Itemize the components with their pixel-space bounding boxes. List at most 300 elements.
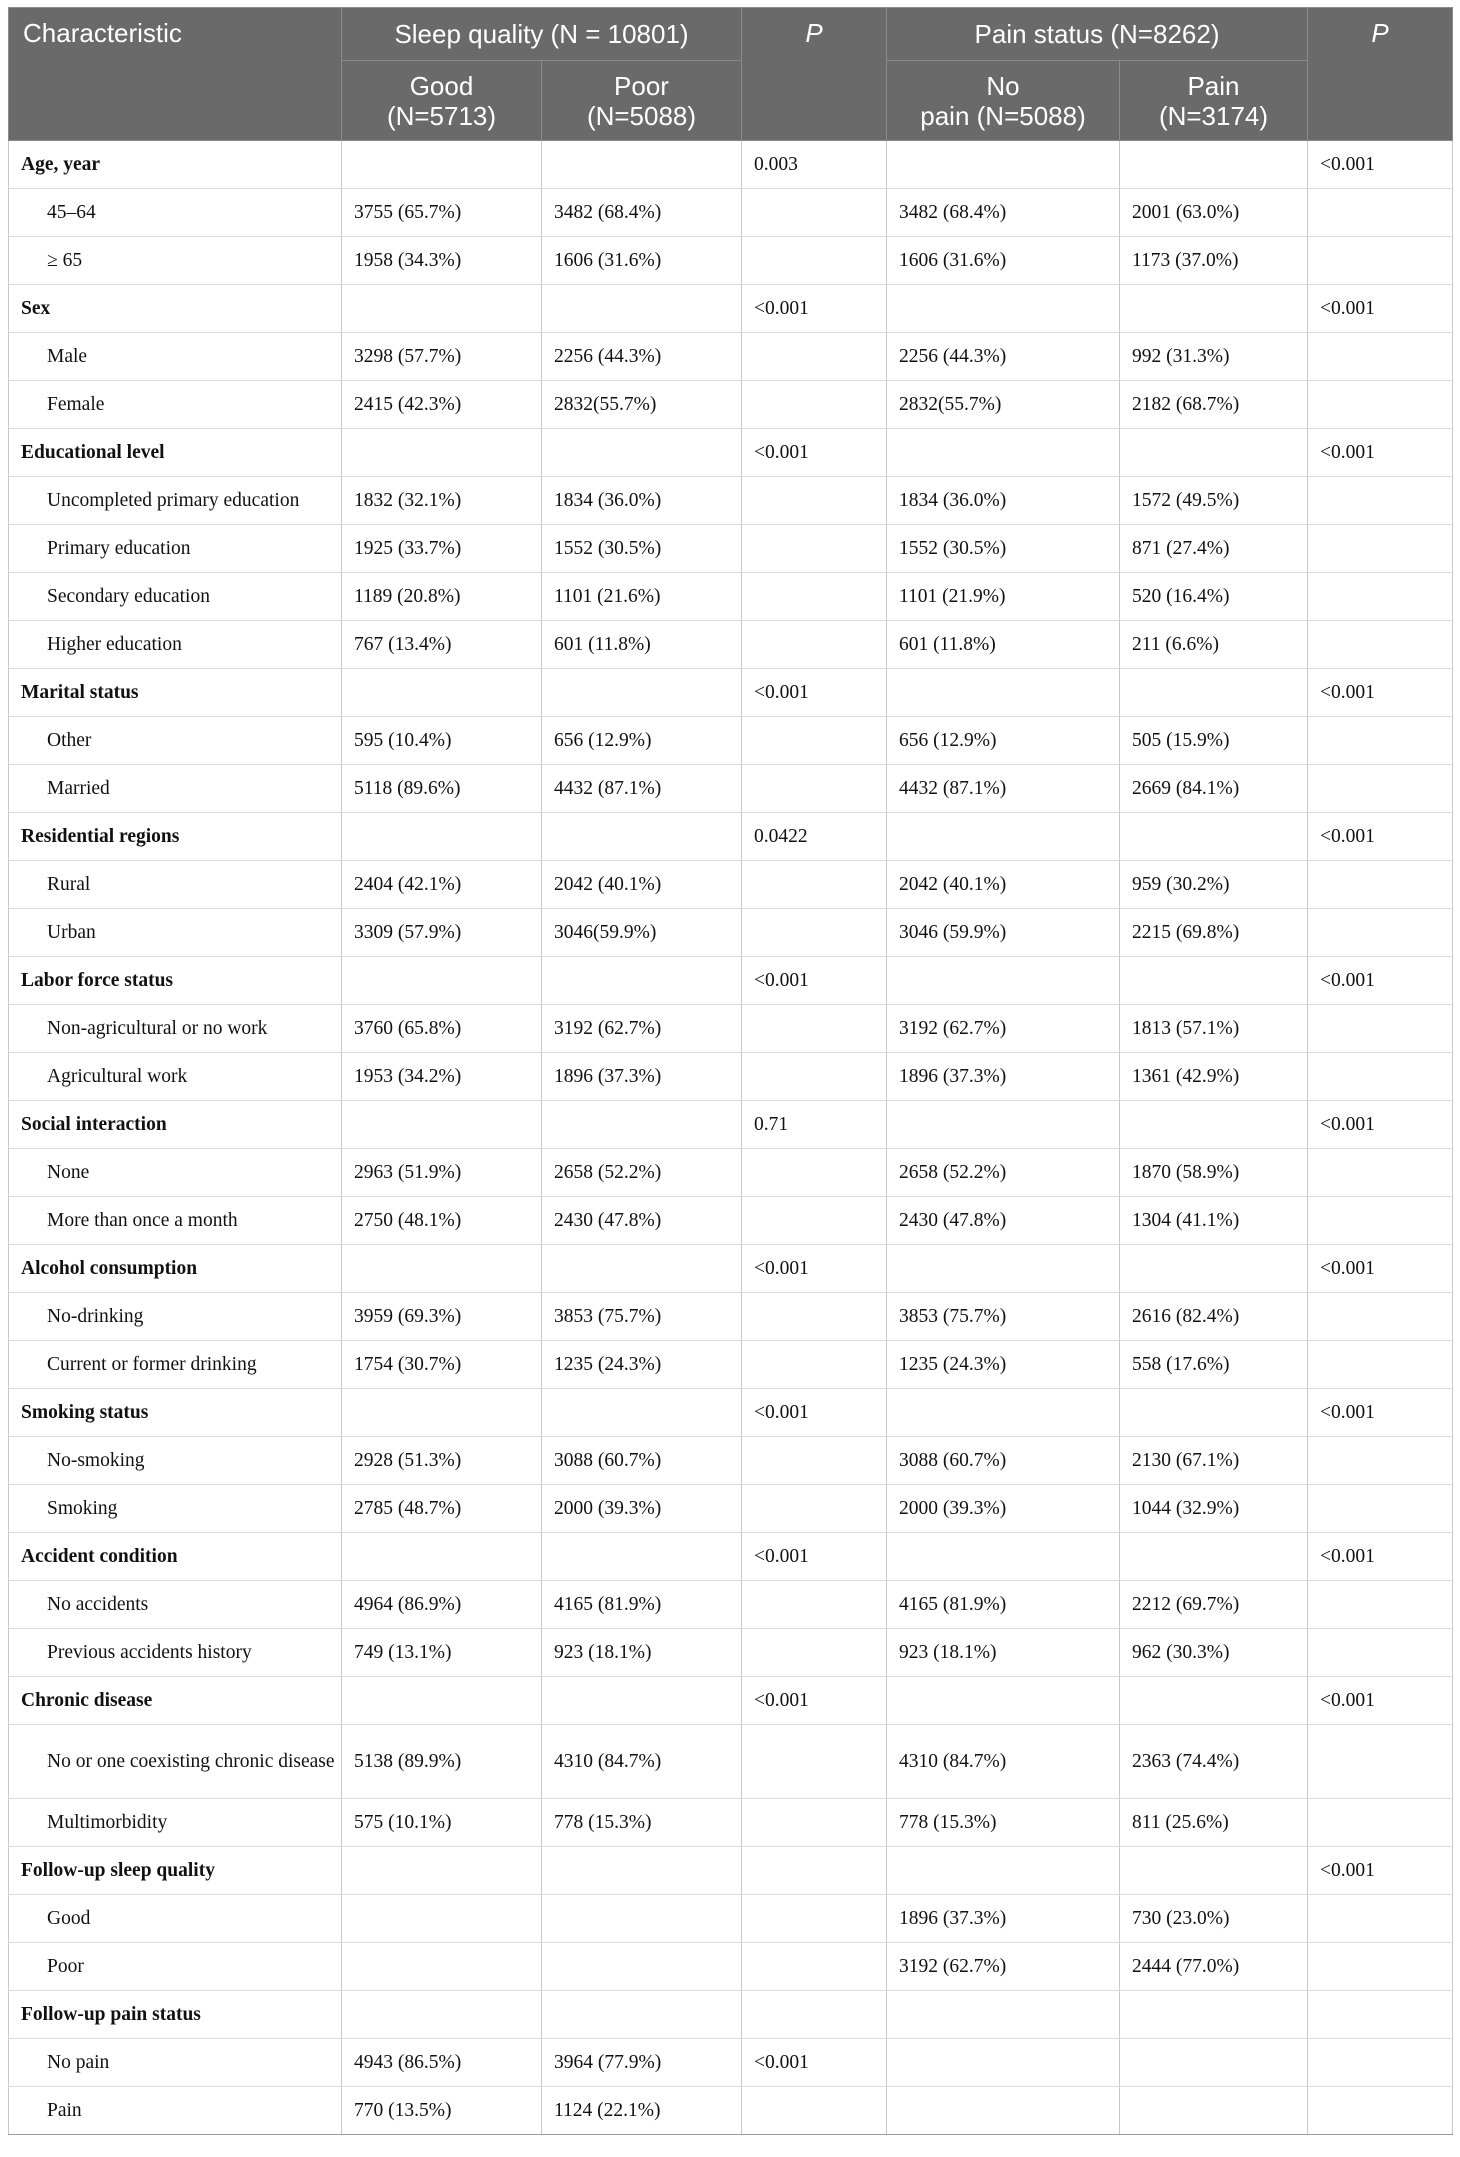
cell-p-sleep (742, 621, 887, 669)
cell-sleep-good: 4943 (86.5%) (342, 2039, 542, 2087)
table-body (9, 141, 1453, 2135)
cell-p-sleep: 0.71 (742, 1101, 887, 1149)
cell-sleep-good (342, 669, 542, 717)
cell-pain: 2363 (74.4%) (1120, 1725, 1308, 1799)
cell-p-sleep: <0.001 (742, 1533, 887, 1581)
cell-pain: 1870 (58.9%) (1120, 1149, 1308, 1197)
cell-no-pain: 1235 (24.3%) (887, 1341, 1120, 1389)
table-row (9, 381, 1453, 429)
cell-sleep-poor: 656 (12.9%) (542, 717, 742, 765)
cell-p-pain (1308, 333, 1453, 381)
cell-sleep-poor: 3046(59.9%) (542, 909, 742, 957)
category-row (9, 1389, 1453, 1437)
cell-p-pain (1308, 477, 1453, 525)
cell-p-pain (1308, 1581, 1453, 1629)
cell-pain: 992 (31.3%) (1120, 333, 1308, 381)
cell-p-sleep (742, 1005, 887, 1053)
cell-p-pain (1308, 2039, 1453, 2087)
cell-no-pain (887, 1533, 1120, 1581)
cell-sleep-good (342, 1101, 542, 1149)
cell-sleep-good (342, 1245, 542, 1293)
cell-no-pain (887, 285, 1120, 333)
cell-sleep-poor (542, 1245, 742, 1293)
cell-p-pain: <0.001 (1308, 1245, 1453, 1293)
cell-pain: 962 (30.3%) (1120, 1629, 1308, 1677)
cell-pain (1120, 2039, 1308, 2087)
table-row (9, 333, 1453, 381)
header-pain-line1: Pain (1187, 70, 1240, 101)
cell-sleep-poor: 3192 (62.7%) (542, 1005, 742, 1053)
cell-no-pain (887, 1847, 1120, 1895)
cell-characteristic: Male (9, 333, 342, 381)
cell-characteristic: Social interaction (9, 1101, 342, 1149)
cell-p-sleep (742, 1149, 887, 1197)
cell-sleep-poor: 601 (11.8%) (542, 621, 742, 669)
cell-characteristic: None (9, 1149, 342, 1197)
cell-characteristic: Labor force status (9, 957, 342, 1005)
cell-p-sleep (742, 2087, 887, 2135)
cell-pain (1120, 1245, 1308, 1293)
table-row (9, 2039, 1453, 2087)
cell-sleep-good: 3298 (57.7%) (342, 333, 542, 381)
cell-no-pain: 2000 (39.3%) (887, 1485, 1120, 1533)
cell-p-sleep: <0.001 (742, 1677, 887, 1725)
cell-sleep-poor (542, 1533, 742, 1581)
cell-pain: 959 (30.2%) (1120, 861, 1308, 909)
cell-characteristic: Smoking (9, 1485, 342, 1533)
cell-p-sleep (742, 381, 887, 429)
cell-sleep-good: 2785 (48.7%) (342, 1485, 542, 1533)
cell-pain (1120, 285, 1308, 333)
cell-p-pain: <0.001 (1308, 1389, 1453, 1437)
table-row (9, 1005, 1453, 1053)
table-row (9, 1149, 1453, 1197)
cell-characteristic: Previous accidents history (9, 1629, 342, 1677)
cell-p-pain (1308, 1991, 1453, 2039)
cell-pain: 1361 (42.9%) (1120, 1053, 1308, 1101)
cell-pain: 2212 (69.7%) (1120, 1581, 1308, 1629)
cell-sleep-poor (542, 429, 742, 477)
cell-pain: 1044 (32.9%) (1120, 1485, 1308, 1533)
cell-characteristic: Other (9, 717, 342, 765)
cell-no-pain: 1101 (21.9%) (887, 573, 1120, 621)
cell-characteristic: No or one coexisting chronic disease (9, 1725, 342, 1799)
cell-pain (1120, 1101, 1308, 1149)
cell-sleep-poor: 1552 (30.5%) (542, 525, 742, 573)
cell-no-pain: 4165 (81.9%) (887, 1581, 1120, 1629)
cell-characteristic: Accident condition (9, 1533, 342, 1581)
cell-sleep-poor: 4165 (81.9%) (542, 1581, 742, 1629)
cell-p-pain (1308, 1629, 1453, 1677)
cell-no-pain: 1606 (31.6%) (887, 237, 1120, 285)
cell-characteristic: Non-agricultural or no work (9, 1005, 342, 1053)
cell-pain: 2130 (67.1%) (1120, 1437, 1308, 1485)
cell-characteristic: Uncompleted primary education (9, 477, 342, 525)
cell-p-pain (1308, 573, 1453, 621)
cell-pain: 520 (16.4%) (1120, 573, 1308, 621)
cell-sleep-poor: 2832(55.7%) (542, 381, 742, 429)
cell-p-sleep (742, 1991, 887, 2039)
cell-sleep-good: 1953 (34.2%) (342, 1053, 542, 1101)
cell-no-pain: 3853 (75.7%) (887, 1293, 1120, 1341)
cell-p-sleep: <0.001 (742, 1245, 887, 1293)
cell-no-pain: 2832(55.7%) (887, 381, 1120, 429)
table-row (9, 1341, 1453, 1389)
cell-pain: 505 (15.9%) (1120, 717, 1308, 765)
cell-characteristic: Poor (9, 1943, 342, 1991)
header-pain-line2: (N=3174) (1158, 100, 1269, 131)
header-good-line1: Good (409, 70, 474, 101)
cell-pain (1120, 1533, 1308, 1581)
cell-pain: 2001 (63.0%) (1120, 189, 1308, 237)
cell-sleep-good (342, 1943, 542, 1991)
table-row (9, 717, 1453, 765)
cell-sleep-good (342, 1677, 542, 1725)
cell-p-pain (1308, 381, 1453, 429)
cell-pain: 1173 (37.0%) (1120, 237, 1308, 285)
cell-characteristic: Alcohol consumption (9, 1245, 342, 1293)
cell-characteristic: Educational level (9, 429, 342, 477)
cell-no-pain: 656 (12.9%) (887, 717, 1120, 765)
cell-no-pain: 1552 (30.5%) (887, 525, 1120, 573)
cell-p-pain (1308, 1149, 1453, 1197)
header-poor-line1: Poor (614, 70, 669, 101)
table-row (9, 765, 1453, 813)
cell-pain: 2182 (68.7%) (1120, 381, 1308, 429)
cell-characteristic: Rural (9, 861, 342, 909)
cell-sleep-good: 2750 (48.1%) (342, 1197, 542, 1245)
cell-sleep-poor: 1896 (37.3%) (542, 1053, 742, 1101)
cell-sleep-good: 5138 (89.9%) (342, 1725, 542, 1799)
cell-p-pain (1308, 2087, 1453, 2135)
table-row (9, 189, 1453, 237)
category-row (9, 813, 1453, 861)
table-row (9, 1725, 1453, 1799)
table-row (9, 909, 1453, 957)
cell-no-pain (887, 1389, 1120, 1437)
cell-sleep-good (342, 141, 542, 189)
cell-no-pain: 3482 (68.4%) (887, 189, 1120, 237)
cell-characteristic: Higher education (9, 621, 342, 669)
cell-p-pain (1308, 1799, 1453, 1847)
cell-pain (1120, 1847, 1308, 1895)
cell-sleep-good: 1925 (33.7%) (342, 525, 542, 573)
cell-pain (1120, 429, 1308, 477)
cell-p-pain (1308, 189, 1453, 237)
cell-characteristic: Follow-up sleep quality (9, 1847, 342, 1895)
cell-no-pain: 3192 (62.7%) (887, 1005, 1120, 1053)
cell-p-sleep: 0.0422 (742, 813, 887, 861)
cell-sleep-poor (542, 957, 742, 1005)
cell-sleep-poor (542, 1943, 742, 1991)
cell-no-pain (887, 1101, 1120, 1149)
cell-characteristic: Residential regions (9, 813, 342, 861)
cell-p-sleep (742, 477, 887, 525)
cell-p-sleep (742, 573, 887, 621)
cell-characteristic: Follow-up pain status (9, 1991, 342, 2039)
category-row (9, 1533, 1453, 1581)
cell-no-pain (887, 2087, 1120, 2135)
cell-p-sleep (742, 1943, 887, 1991)
header-no-pain (887, 61, 1120, 141)
cell-p-sleep: <0.001 (742, 957, 887, 1005)
category-row (9, 669, 1453, 717)
header-poor-line2: (N=5088) (586, 100, 697, 131)
category-row (9, 429, 1453, 477)
cell-no-pain: 1896 (37.3%) (887, 1053, 1120, 1101)
table-row (9, 1943, 1453, 1991)
category-row (9, 1847, 1453, 1895)
table-row (9, 573, 1453, 621)
cell-p-pain (1308, 1437, 1453, 1485)
cell-sleep-good: 4964 (86.9%) (342, 1581, 542, 1629)
cell-no-pain (887, 1245, 1120, 1293)
table-row (9, 525, 1453, 573)
cell-sleep-good: 2415 (42.3%) (342, 381, 542, 429)
cell-no-pain: 1834 (36.0%) (887, 477, 1120, 525)
cell-no-pain (887, 141, 1120, 189)
cell-no-pain: 3046 (59.9%) (887, 909, 1120, 957)
cell-sleep-good: 2928 (51.3%) (342, 1437, 542, 1485)
cell-p-pain (1308, 861, 1453, 909)
table-row (9, 1485, 1453, 1533)
cell-sleep-poor: 778 (15.3%) (542, 1799, 742, 1847)
cell-p-sleep (742, 237, 887, 285)
table-row (9, 1799, 1453, 1847)
cell-p-sleep (742, 1799, 887, 1847)
cell-sleep-good (342, 1533, 542, 1581)
cell-p-pain: <0.001 (1308, 285, 1453, 333)
cell-sleep-poor: 1834 (36.0%) (542, 477, 742, 525)
cell-characteristic: No-smoking (9, 1437, 342, 1485)
cell-pain (1120, 957, 1308, 1005)
cell-pain: 811 (25.6%) (1120, 1799, 1308, 1847)
header-no-pain-line2: pain (N=5088) (920, 100, 1086, 131)
cell-sleep-good: 1754 (30.7%) (342, 1341, 542, 1389)
cell-sleep-good: 1189 (20.8%) (342, 573, 542, 621)
cell-sleep-poor: 3088 (60.7%) (542, 1437, 742, 1485)
cell-pain (1120, 1389, 1308, 1437)
cell-pain (1120, 1991, 1308, 2039)
cell-characteristic: Secondary education (9, 573, 342, 621)
cell-no-pain (887, 957, 1120, 1005)
table-row (9, 861, 1453, 909)
cell-p-sleep (742, 1197, 887, 1245)
cell-no-pain (887, 813, 1120, 861)
header-pain (1120, 61, 1308, 141)
cell-characteristic: Chronic disease (9, 1677, 342, 1725)
cell-p-sleep (742, 861, 887, 909)
cell-sleep-poor (542, 1991, 742, 2039)
cell-p-sleep (742, 525, 887, 573)
cell-no-pain: 4310 (84.7%) (887, 1725, 1120, 1799)
cell-p-pain (1308, 1053, 1453, 1101)
cell-sleep-poor (542, 141, 742, 189)
cell-p-pain (1308, 1725, 1453, 1799)
cell-no-pain (887, 1991, 1120, 2039)
cell-p-pain (1308, 1895, 1453, 1943)
cell-sleep-poor: 4432 (87.1%) (542, 765, 742, 813)
cell-p-pain (1308, 1197, 1453, 1245)
cell-sleep-good: 749 (13.1%) (342, 1629, 542, 1677)
cell-p-sleep (742, 717, 887, 765)
cell-p-sleep: <0.001 (742, 669, 887, 717)
category-row (9, 1101, 1453, 1149)
cell-characteristic: Multimorbidity (9, 1799, 342, 1847)
cell-sleep-good: 1832 (32.1%) (342, 477, 542, 525)
cell-pain: 871 (27.4%) (1120, 525, 1308, 573)
cell-sleep-poor (542, 285, 742, 333)
cell-p-pain (1308, 525, 1453, 573)
cell-p-pain (1308, 1293, 1453, 1341)
cell-pain (1120, 669, 1308, 717)
cell-p-pain: <0.001 (1308, 957, 1453, 1005)
cell-sleep-good: 5118 (89.6%) (342, 765, 542, 813)
cell-sleep-poor (542, 1677, 742, 1725)
cell-sleep-good: 770 (13.5%) (342, 2087, 542, 2135)
cell-sleep-poor: 1124 (22.1%) (542, 2087, 742, 2135)
table-row (9, 1581, 1453, 1629)
cell-sleep-poor: 3853 (75.7%) (542, 1293, 742, 1341)
cell-no-pain: 3088 (60.7%) (887, 1437, 1120, 1485)
cell-characteristic: Good (9, 1895, 342, 1943)
cell-sleep-poor: 1235 (24.3%) (542, 1341, 742, 1389)
cell-p-pain (1308, 1943, 1453, 1991)
header-no-pain-line1: No (986, 70, 1020, 101)
cell-sleep-poor: 2256 (44.3%) (542, 333, 742, 381)
cell-pain (1120, 2087, 1308, 2135)
cell-pain: 2669 (84.1%) (1120, 765, 1308, 813)
table-row (9, 1895, 1453, 1943)
cell-characteristic: No accidents (9, 1581, 342, 1629)
cell-p-pain (1308, 621, 1453, 669)
cell-no-pain (887, 669, 1120, 717)
cell-p-sleep (742, 1725, 887, 1799)
cell-no-pain (887, 2039, 1120, 2087)
cell-characteristic: Married (9, 765, 342, 813)
cell-sleep-poor (542, 1101, 742, 1149)
cell-characteristic: ≥ 65 (9, 237, 342, 285)
cell-no-pain: 601 (11.8%) (887, 621, 1120, 669)
cell-pain: 211 (6.6%) (1120, 621, 1308, 669)
cell-p-sleep: <0.001 (742, 285, 887, 333)
cell-no-pain: 923 (18.1%) (887, 1629, 1120, 1677)
cell-p-sleep (742, 1581, 887, 1629)
table-row (9, 621, 1453, 669)
category-row (9, 141, 1453, 189)
cell-p-sleep: <0.001 (742, 429, 887, 477)
cell-sleep-poor: 2000 (39.3%) (542, 1485, 742, 1533)
cell-sleep-poor: 1606 (31.6%) (542, 237, 742, 285)
cell-characteristic: No-drinking (9, 1293, 342, 1341)
cell-p-sleep: <0.001 (742, 2039, 887, 2087)
cell-characteristic: Urban (9, 909, 342, 957)
cell-no-pain: 4432 (87.1%) (887, 765, 1120, 813)
cell-characteristic: Agricultural work (9, 1053, 342, 1101)
cell-sleep-poor: 2430 (47.8%) (542, 1197, 742, 1245)
table-row (9, 2087, 1453, 2135)
cell-p-pain: <0.001 (1308, 813, 1453, 861)
cell-sleep-good (342, 1389, 542, 1437)
cell-characteristic: Age, year (9, 141, 342, 189)
cell-sleep-poor (542, 1895, 742, 1943)
cell-sleep-poor: 3964 (77.9%) (542, 2039, 742, 2087)
characteristics-table (8, 7, 1453, 2135)
table-row (9, 1293, 1453, 1341)
cell-sleep-good (342, 957, 542, 1005)
cell-p-pain: <0.001 (1308, 1677, 1453, 1725)
cell-pain (1120, 1677, 1308, 1725)
cell-no-pain: 778 (15.3%) (887, 1799, 1120, 1847)
table-row (9, 1053, 1453, 1101)
cell-pain: 730 (23.0%) (1120, 1895, 1308, 1943)
header-sleep-quality-group: Sleep quality (N = 10801) (342, 8, 742, 61)
cell-p-sleep (742, 1629, 887, 1677)
cell-characteristic: Female (9, 381, 342, 429)
header-good (342, 61, 542, 141)
cell-no-pain: 2042 (40.1%) (887, 861, 1120, 909)
cell-sleep-good: 3959 (69.3%) (342, 1293, 542, 1341)
table-header (9, 8, 1453, 141)
cell-p-pain (1308, 1005, 1453, 1053)
cell-sleep-good (342, 1991, 542, 2039)
cell-p-pain: <0.001 (1308, 1533, 1453, 1581)
cell-p-sleep: 0.003 (742, 141, 887, 189)
cell-p-pain (1308, 237, 1453, 285)
cell-sleep-good (342, 285, 542, 333)
cell-sleep-poor (542, 669, 742, 717)
cell-sleep-good: 2404 (42.1%) (342, 861, 542, 909)
cell-p-sleep (742, 765, 887, 813)
cell-p-sleep (742, 1895, 887, 1943)
header-good-line2: (N=5713) (386, 100, 497, 131)
cell-characteristic: Current or former drinking (9, 1341, 342, 1389)
cell-p-sleep (742, 909, 887, 957)
cell-sleep-poor (542, 1847, 742, 1895)
cell-pain: 1572 (49.5%) (1120, 477, 1308, 525)
cell-p-pain: <0.001 (1308, 1101, 1453, 1149)
category-row (9, 1245, 1453, 1293)
cell-sleep-good: 3309 (57.9%) (342, 909, 542, 957)
cell-p-pain: <0.001 (1308, 141, 1453, 189)
cell-pain: 1304 (41.1%) (1120, 1197, 1308, 1245)
category-row (9, 285, 1453, 333)
cell-p-sleep (742, 1847, 887, 1895)
cell-characteristic: No pain (9, 2039, 342, 2087)
cell-characteristic: Pain (9, 2087, 342, 2135)
cell-sleep-good: 3755 (65.7%) (342, 189, 542, 237)
header-p-value-pain: P (1308, 8, 1453, 141)
cell-p-pain (1308, 717, 1453, 765)
cell-sleep-good: 3760 (65.8%) (342, 1005, 542, 1053)
header-characteristic: Characteristic (9, 8, 342, 141)
table-row (9, 1629, 1453, 1677)
cell-characteristic: Primary education (9, 525, 342, 573)
cell-characteristic: More than once a month (9, 1197, 342, 1245)
cell-pain: 2616 (82.4%) (1120, 1293, 1308, 1341)
cell-sleep-good: 1958 (34.3%) (342, 237, 542, 285)
cell-no-pain (887, 429, 1120, 477)
cell-characteristic: Smoking status (9, 1389, 342, 1437)
cell-p-pain (1308, 1341, 1453, 1389)
cell-sleep-poor: 2658 (52.2%) (542, 1149, 742, 1197)
cell-sleep-poor: 1101 (21.6%) (542, 573, 742, 621)
cell-pain: 2215 (69.8%) (1120, 909, 1308, 957)
cell-sleep-poor (542, 813, 742, 861)
cell-no-pain: 3192 (62.7%) (887, 1943, 1120, 1991)
cell-sleep-good: 595 (10.4%) (342, 717, 542, 765)
cell-pain (1120, 813, 1308, 861)
